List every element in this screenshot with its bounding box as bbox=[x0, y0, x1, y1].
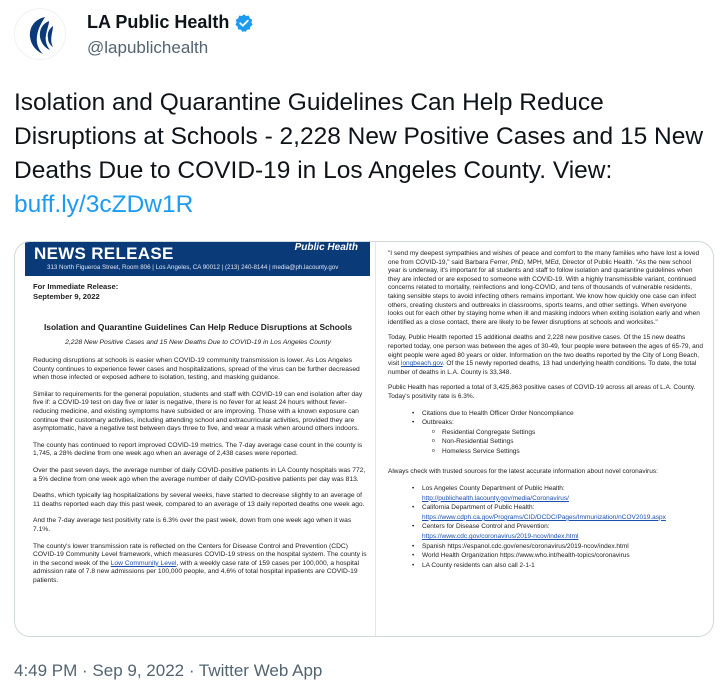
list-item: • Citations due to Health Officer Order Noncompliance bbox=[412, 409, 703, 419]
list-item bbox=[412, 551, 703, 561]
handle[interactable]: @lapublichealth bbox=[87, 38, 209, 57]
banner-logo: Public Health bbox=[294, 242, 358, 253]
document-subtitle: 2,228 New Positive Cases and 15 New Deaths Due to COVID-19 in Los Angeles County bbox=[65, 339, 331, 346]
list-item: o Residential Congregate Settings bbox=[432, 428, 703, 438]
source-url: https://www.cdph.ca.gov/Programs/CID/DCDC/Pages/Immunization/nCOV2019.aspx bbox=[422, 513, 666, 521]
list-item: o Homeless Service Settings bbox=[432, 447, 703, 457]
tweet-header bbox=[14, 8, 714, 68]
list-item: • California Department of Public Health: bbox=[412, 503, 703, 513]
list-item: • Los Angeles County Department of Public Health: bbox=[412, 484, 703, 494]
avatar[interactable] bbox=[14, 8, 66, 60]
reports-list bbox=[412, 409, 703, 457]
paragraph: Reducing disruptions at schools is easier when COVID-19 community transmission is lower. As Los Angeles County continues to experience fewer cases and hospitalizations, spread of the virus can be further decreased when those infected or exposed adhere to isolation, testing, and masking guidance. bbox=[33, 357, 360, 382]
paragraph-text: . Of the 15 newly reported deaths, 13 had underlying health conditions. To date, the total number of deaths in L.A. County is 33,348. bbox=[388, 360, 697, 376]
tweet-text bbox=[14, 86, 714, 222]
list-item: o Non-Residential Settings bbox=[432, 437, 703, 447]
tweet-link[interactable]: buff.ly/3cZDw1R bbox=[14, 191, 194, 218]
low-community-level-link: Low Community Level bbox=[110, 559, 177, 567]
tweet-timestamp[interactable]: 4:49 PM · Sep 9, 2022 · Twitter Web App bbox=[14, 661, 323, 680]
verified-badge-icon bbox=[234, 13, 254, 33]
list-item bbox=[412, 542, 703, 552]
paragraph bbox=[33, 543, 369, 586]
ferrer-quote: "I send my deepest sympathies and wishes of peace and comfort to the many families who have lost a loved one from COVID-19," said Barbara Ferrer, PhD, MPH, MEd, Director of Public Health. "As the new school year is underway, it's important for all students and staff to follow isolation and quarantine guidelines when they are infected or are exposed to someone with COVID-19. With a highly transmissible variant, continued concerns related to mortality, reinfections and long-COVID, and tens of thousands of vulnerable residents, taking sensible steps to avoid infecting others remains important. We know how quickly one case can infect others, creating clusters and outbreaks in classrooms, sports teams, and other settings. When everyone looks out for each other by staying home when ill and masking indoors when exiting isolation early and when identified as a close contact, there are likely to be fewer disruptions at schools and worksites." bbox=[388, 250, 700, 326]
tweet-media-image[interactable] bbox=[14, 241, 714, 637]
paragraph-text: , with a weekly case rate of 159 cases per 100,000, a hospital admission rate of 7.8 new admissions per 100,000 people, and 4.6% of total hospital inpatients are COVID-19 patients. bbox=[33, 559, 360, 584]
news-release-banner bbox=[25, 242, 370, 276]
paragraph: And the 7-day average test positivity rate is 6.3% over the past week, down from one week ago when it was 7.1%. bbox=[33, 517, 352, 533]
deaths-paragraph bbox=[388, 334, 703, 377]
document-left-page bbox=[15, 242, 375, 637]
source-url: https://www.who.int/health-topics/coronavirus bbox=[499, 552, 630, 560]
document-paragraphs bbox=[33, 357, 369, 593]
source-name: World Health Organization bbox=[422, 552, 499, 560]
longbeach-link: longbeach.gov bbox=[401, 360, 443, 368]
total-cases-paragraph: Public Health has reported a total of 3,425,863 positive cases of COVID-19 across all areas of L.A. County. Today's positivity rate is 6.3%. bbox=[388, 384, 696, 400]
la-public-health-logo-icon bbox=[15, 9, 66, 60]
paragraph-text: The county's lower transmission rate is reflected on the Centers for Disease Control and Prevention (CDC) COVID-19 Community Level framework, which measures COVID-19 stress on the hospital system. The county is in the second week of the bbox=[33, 542, 367, 567]
paragraph: Deaths, which typically lag hospitalizations by several weeks, have started to decrease slightly to an average of 11 deaths reported each day this past week, compared to an average of 13 daily reported deaths one week ago. bbox=[33, 492, 365, 508]
name-row bbox=[87, 12, 254, 33]
list-item: • Centers for Disease Control and Prevention: bbox=[412, 522, 703, 532]
paragraph: Over the past seven days, the average number of daily COVID-positive patients in LA County hospitals was 772, a 5% decline from one week ago when the average number of daily COVID-positive patients per day was 813. bbox=[33, 466, 366, 483]
source-name: Spanish bbox=[422, 542, 446, 550]
paragraph: The county has continued to report improved COVID-19 metrics. The 7-day average case count in the county is 1,745, a 28% decline from one week ago when an average of 2,438 cases were reported. bbox=[33, 441, 363, 458]
banner-title: NEWS RELEASE bbox=[34, 244, 174, 263]
tweet-body: Isolation and Quarantine Guidelines Can Help Reduce Disruptions at Schools - 2,228 New Positive Cases and 15 New Deaths Due to COVID-19 in Los Angeles County. View: bbox=[14, 89, 704, 184]
release-label: For Immediate Release: bbox=[33, 282, 119, 291]
display-name[interactable]: LA Public Health bbox=[87, 12, 230, 32]
document-title: Isolation and Quarantine Guidelines Can Help Reduce Disruptions at Schools bbox=[43, 322, 353, 332]
release-info bbox=[33, 282, 118, 302]
trusted-sources-intro: Always check with trusted sources for the latest accurate information about novel coronavirus: bbox=[388, 468, 658, 476]
paragraph-text: Today, Public Health reported 15 additional deaths and 2,228 new positive cases. Of the 15 new deaths reported today, one person was between the ages of 30-49, four people were between the ages of 65-79, and eight people were aged 80 years or older. Information on the two deaths reported by the City of Long Beach, visit bbox=[388, 334, 703, 368]
list-item: • Outbreaks: bbox=[412, 418, 703, 428]
paragraph: Similar to requirements for the general population, students and staff with COVID-19 can end isolation after day five if: a COVID-19 test on day five or later is negative, there is no fever for at least 24 hours without fever-reducing medicine, and existing symptoms have subsided or are improving. Those with a known exposure can continue their customary activities, including attending school and extracurricular activities, provided they are asymptomatic, have a negative test between days three to five, and wear a mask when around others indoors. bbox=[33, 390, 363, 433]
sources-list bbox=[412, 484, 703, 570]
list-item: • LA County residents can also call 2-1-1 bbox=[412, 561, 703, 571]
document-right-page bbox=[375, 242, 714, 637]
source-url: https://espanol.cdc.gov/enes/coronavirus/2019-ncov/index.html bbox=[447, 542, 629, 550]
source-url: http://publichealth.lacounty.gov/media/Coronavirus/ bbox=[422, 494, 569, 502]
release-date: September 9, 2022 bbox=[33, 292, 100, 301]
banner-address: 313 North Figueroa Street, Room 806 | Los Angeles, CA 90012 | (213) 240-8144 | media@ph.lacounty.gov bbox=[47, 264, 339, 271]
source-url: https://www.cdc.gov/coronavirus/2019-ncov/index.html bbox=[422, 533, 579, 541]
